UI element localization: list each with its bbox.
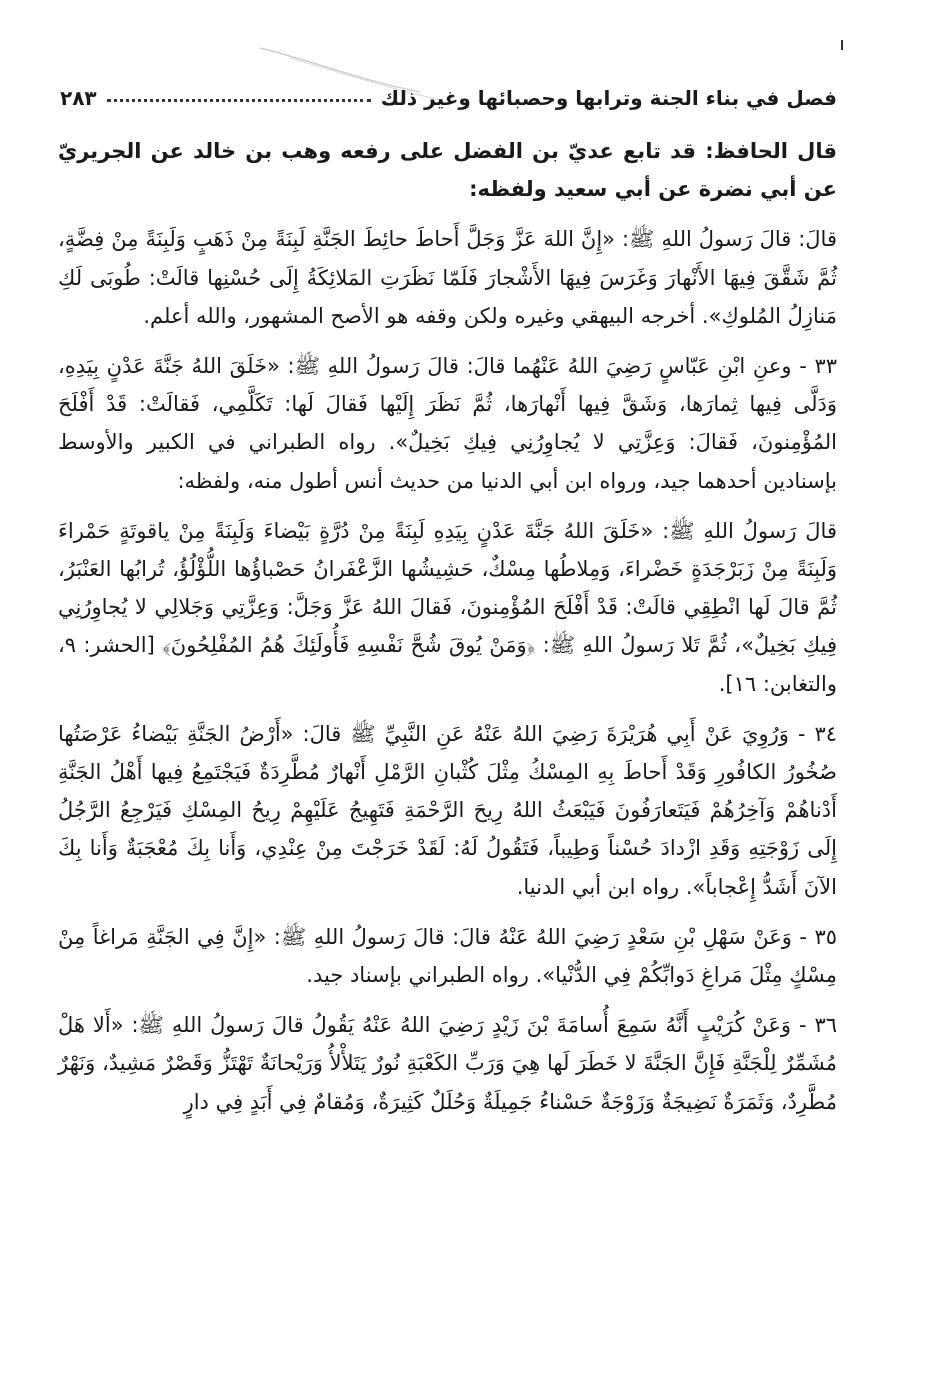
header-dot-leader (107, 99, 371, 102)
paragraph-hadith-33: ٣٣ - وعنِ ابْنِ عَبّاسٍ رَضِيَ اللهُ عَنْهُما قالَ: قالَ رَسولُ اللهِ ﷺ: «خَلَقَ اللهُ جَنَّةَ عَدْنٍ بِيَدِهِ، وَدَلَّى فِيها ثِمارَها، وَشَقَّ فِيها أَنْهارَها، ثُمَّ نَظَرَ إِلَيْها فَقالَ لَها: تَكَلَّمِي، فَقالَتْ: قَدْ أَفْلَحَ المُؤْمِنونَ، فَقالَ: وَعِزَّتِي لا يُجاوِرُنِي فِيكِ بَخِيلٌ». رواه الطبراني في الكبير والأوسط بإسنادين أحدهما جيد، ورواه ابن أبي الدنيا من حديث أنس أطول منه، ولفظه: (58, 354, 837, 493)
paragraph-hafiz-note: قال الحافظ: قد تابع عديّ بن الفضل على رفعه وهب بن خالد عن الجريريّ عن أبي نضرة عن أبي سعيد ولفظه: (58, 139, 837, 202)
paragraph-hadith-35: ٣٥ - وَعَنْ سَهْلِ بْنِ سَعْدٍ رَضِيَ اللهُ عَنْهُ قالَ: قالَ رَسولُ اللهِ ﷺ: «إِنَّ فِي الجَنَّةِ مَراغاً مِنْ مِسْكٍ مِثْلَ مَراغِ دَوابِّكُمْ فِي الدُّنْيا». رواه الطبراني بإسناد جيد. (58, 924, 837, 988)
paragraph-hadith-36: ٣٦ - وَعَنْ كُرَيْبٍ أَنَّهُ سَمِعَ أُسامَةَ بْنَ زَيْدٍ رَضِيَ اللهُ عَنْهُ يَقُولُ قالَ رَسولُ اللهِ ﷺ: «أَلا هَلْ مُشَمِّرٌ لِلْجَنَّةِ فَإِنَّ الجَنَّةَ لا خَطَرَ لَها هِيَ وَرَبِّ الكَعْبَةِ نُورٌ يَتَلأْلأُ وَرَيْحانَةٌ تَهْتَزُّ وَقَصْرٌ مَشِيدٌ، وَنَهْرٌ مُطَّرِدٌ، وَثَمَرَةٌ نَضِيجَةٌ وَزَوْجَةٌ حَسْناءُ جَمِيلَةٌ وَحُلَلٌ كَثِيرَةٌ، وَمُقامٌ فِي أَبَدٍ فِي دارٍ (58, 1013, 837, 1114)
page-corner-mark (841, 40, 843, 50)
page-number: ٢٨٣ (60, 86, 97, 110)
running-header (60, 80, 837, 116)
page-body (58, 132, 837, 1133)
paragraph-hadith-34: ٣٤ - وَرُوِيَ عَنْ أَبِي هُرَيْرَةَ رَضِيَ اللهُ عَنْهُ عَنِ النَّبِيِّ ﷺ قالَ: «أَرْضُ الجَنَّةِ بَيْضاءُ عَرْصَتُها صُخُورُ الكافُورِ وَقَدْ أَحاطَ بِهِ المِسْكُ مِثْلَ كُثْبانِ الرَّمْلِ أَنْهارٌ مُطَّرِدَةٌ فَيَجْتَمِعُ فِيها أَهْلُ الجَنَّةِ أَدْناهُمْ وَآخِرُهُمْ فَيَتَعارَفُونَ فَيَبْعَثُ اللهُ رِيحَ الرَّحْمَةِ فَتَهِيجُ عَلَيْهِمْ رِيحُ المِسْكِ فَيَرْجِعُ الرَّجُلُ إِلَى زَوْجَتِهِ وَقَدِ ازْدادَ حُسْناً وَطِيباً، فَتَقُولُ لَهُ: لَقَدْ خَرَجْتَ مِنْ عِنْدِي، وَأَنا بِكَ مُعْجَبَةٌ وَأَنا بِكَ الآنَ أَشَدُّ إِعْجاباً». رواه ابن أبي الدنيا. (58, 721, 837, 899)
paragraph-hadith-anas: قالَ رَسولُ اللهِ ﷺ: «خَلَقَ اللهُ جَنَّةَ عَدْنٍ بِيَدِهِ لَبِنَةً مِنْ دُرَّةٍ بَيْضاءَ وَلَبِنَةً مِنْ ياقوتَةٍ حَمْراءَ وَلَبِنَةً مِنْ زَبَرْجَدَةٍ خَضْراءَ، وَمِلاطُها مِسْكٌ، حَشِيشُها الزَّعْفَرانُ حَصْباؤُها اللُّؤْلُؤُ، تُرابُها العَنْبَرُ، ثُمَّ قالَ لَها انْطِقِي قالَتْ: قَدْ أَفْلَحَ المُؤْمِنونَ، فَقالَ اللهُ عَزَّ وَجَلَّ: وَعِزَّتِي وَجَلالِي لا يُجاوِرُنِي فِيكِ بَخِيلٌ»، ثُمَّ تَلا رَسولُ اللهِ ﷺ: ﴿وَمَنْ يُوقَ شُحَّ نَفْسِهِ فَأُولَئِكَ هُمُ المُفْلِحُونَ﴾ [الحشر: ٩، والتغابن: ١٦]. (58, 518, 837, 696)
paragraph-hadith-wall: قالَ: قالَ رَسولُ اللهِ ﷺ: «إِنَّ اللهَ عَزَّ وَجَلَّ أَحاطَ حائِطَ الجَنَّةِ لَبِنَةً مِنْ ذَهَبٍ وَلَبِنَةً مِنْ فِضَّةٍ، ثُمَّ شَقَّقَ فِيهَا الأَنْهارَ وَغَرَسَ فِيهَا الأَشْجارَ فَلَمّا نَظَرَتِ المَلائِكَةُ إِلَى حُسْنِها قالَتْ: طُوبَى لَكِ مَنازِلُ المُلوكِ». أخرجه البيهقي وغيره ولكن وقفه هو الأصح المشهور، والله أعلم. (58, 227, 837, 328)
chapter-title: فصل في بناء الجنة وترابها وحصبائها وغير ذلك (380, 86, 837, 110)
